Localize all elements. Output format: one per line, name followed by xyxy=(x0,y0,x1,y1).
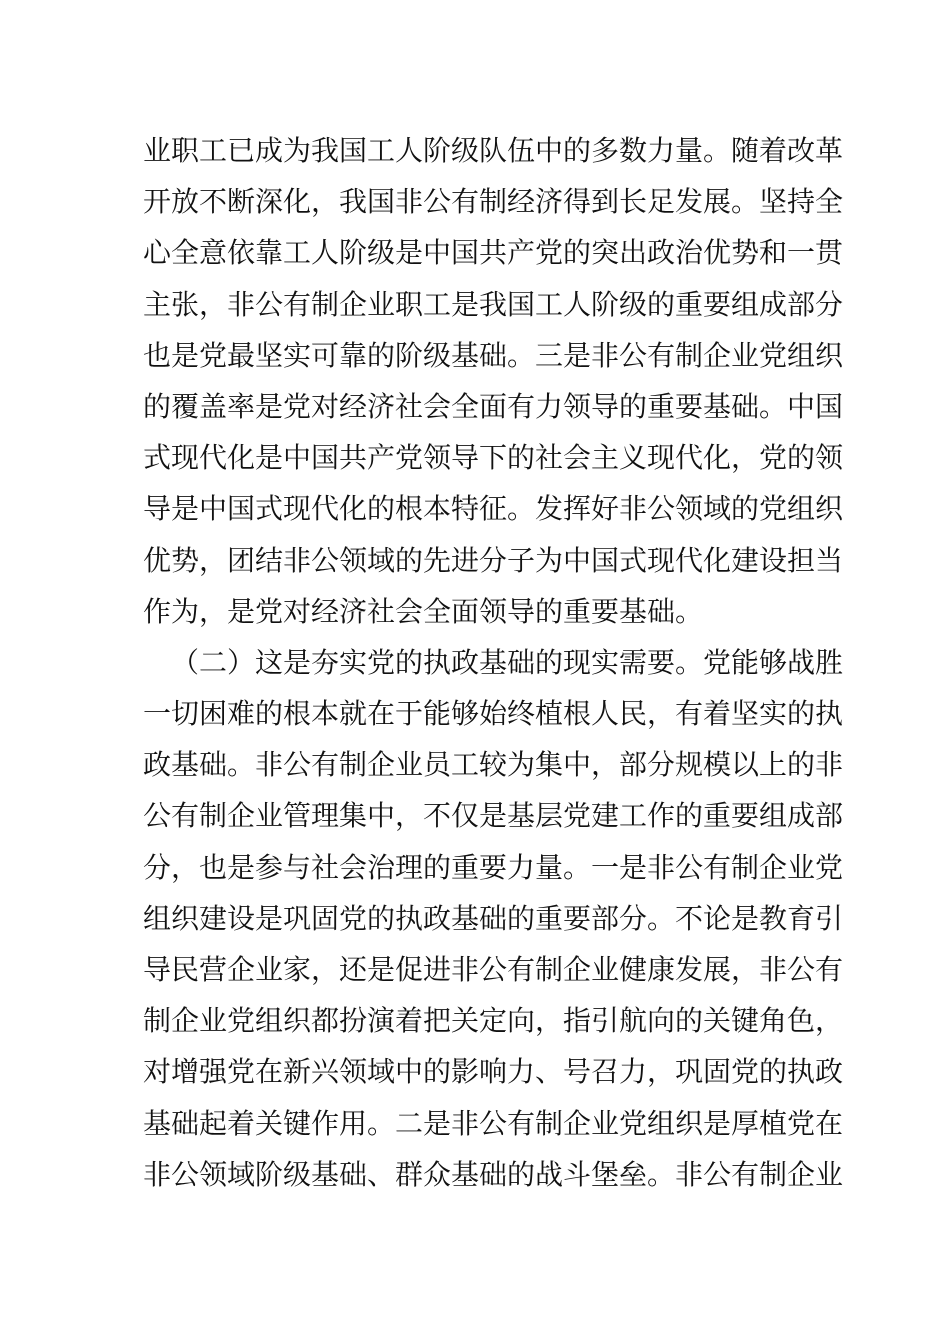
text-line: 的覆盖率是党对经济社会全面有力领导的重要基础。中国 xyxy=(143,389,844,423)
text-line: 导是中国式现代化的根本特征。发挥好非公领域的党组织 xyxy=(143,492,844,526)
text-line: 优势，团结非公领域的先进分子为中国式现代化建设担当 xyxy=(143,543,844,577)
text-line: 非公领域阶级基础、群众基础的战斗堡垒。非公有制企业 xyxy=(143,1157,844,1191)
text-line: 公有制企业管理集中，不仅是基层党建工作的重要组成部 xyxy=(143,799,844,833)
text-line: 心全意依靠工人阶级是中国共产党的突出政治优势和一贯 xyxy=(143,236,844,270)
text-line: 对增强党在新兴领域中的影响力、号召力，巩固党的执政 xyxy=(143,1055,844,1089)
text-line: 一切困难的根本就在于能够始终植根人民，有着坚实的执 xyxy=(143,697,844,731)
section-heading-line: （二）这是夯实党的执政基础的现实需要。党能够战胜 xyxy=(171,645,844,679)
body-text xyxy=(143,125,844,1200)
text-line: 分，也是参与社会治理的重要力量。一是非公有制企业党 xyxy=(143,850,844,884)
text-line: 作为，是党对经济社会全面领导的重要基础。 xyxy=(143,594,704,628)
text-line: 式现代化是中国共产党领导下的社会主义现代化，党的领 xyxy=(143,441,844,475)
text-line: 主张，非公有制企业职工是我国工人阶级的重要组成部分 xyxy=(143,287,844,321)
text-line: 也是党最坚实可靠的阶级基础。三是非公有制企业党组织 xyxy=(143,338,844,372)
text-line: 政基础。非公有制企业员工较为集中，部分规模以上的非 xyxy=(143,748,844,782)
text-line: 制企业党组织都扮演着把关定向，指引航向的关键角色， xyxy=(143,1004,844,1038)
text-line: 导民营企业家，还是促进非公有制企业健康发展，非公有 xyxy=(143,953,844,986)
text-line: 开放不断深化，我国非公有制经济得到长足发展。坚持全 xyxy=(143,185,844,219)
text-line: 组织建设是巩固党的执政基础的重要部分。不论是教育引 xyxy=(143,901,844,935)
text-line: 基础起着关键作用。二是非公有制企业党组织是厚植党在 xyxy=(143,1106,844,1140)
text-line: 业职工已成为我国工人阶级队伍中的多数力量。随着改革 xyxy=(143,134,844,167)
